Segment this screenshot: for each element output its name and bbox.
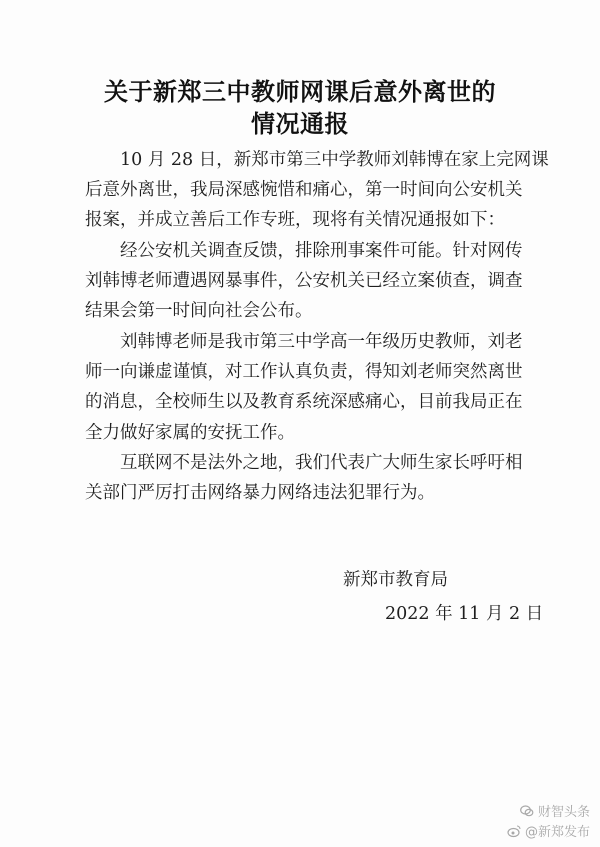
watermark-text-1: 财智头条 <box>537 805 590 820</box>
watermark-text-2: @新郑发布 <box>524 825 590 840</box>
paragraph-4-line-1: 互联网不是法外之地，我们代表广大师生家长呼吁相 <box>120 453 523 473</box>
paragraph-2-line-1: 经公安机关调查反馈，排除刑事案件可能。针对网传 <box>120 241 523 261</box>
signature-date: 2022 年 11 月 2 日 <box>385 604 544 624</box>
paragraph-3-line-2: 师一向谦虚谨慎，对工作认真负责，得知刘老师突然离世 <box>85 362 523 383</box>
signature-organization: 新郑市教育局 <box>343 570 448 590</box>
watermark-source-2 <box>507 821 590 840</box>
paragraph-1-line-1: 10 月 28 日，新郑市第三中学教师刘韩博在家上完网课 <box>120 150 549 170</box>
paragraph-4 <box>85 448 523 508</box>
paragraph-2-line-2: 刘韩博老师遭遇网暴事件，公安机关已经立案侦查，调查 <box>85 271 523 292</box>
wechat-icon <box>520 804 534 818</box>
paragraph-2-line-3: 结果会第一时间向社会公布。 <box>85 301 313 322</box>
paragraph-3 <box>85 327 523 448</box>
paragraph-1-line-3: 报案，并成立善后工作专班，现将有关情况通报如下： <box>85 210 505 231</box>
document-title-line-2: 情况通报 <box>251 110 349 138</box>
paragraph-2 <box>85 236 523 327</box>
paragraph-3-line-4: 全力做好家属的安抚工作。 <box>85 422 295 443</box>
paragraph-1-line-2: 后意外离世，我局深感惋惜和痛心，第一时间向公安机关 <box>85 180 523 201</box>
paragraph-3-line-1: 刘韩博老师是我市第三中学高一年级历史教师，刘老 <box>120 332 523 352</box>
paragraph-3-line-3: 的消息，全校师生以及教育系统深感痛心，目前我局正在 <box>85 392 523 413</box>
paragraph-1 <box>85 145 549 236</box>
paragraph-4-line-2: 关部门严厉打击网络暴力网络违法犯罪行为。 <box>85 483 435 504</box>
document-title-line-1: 关于新郑三中教师网课后意外离世的 <box>104 78 496 106</box>
watermark-source-1 <box>520 801 590 820</box>
weibo-icon <box>507 824 521 838</box>
